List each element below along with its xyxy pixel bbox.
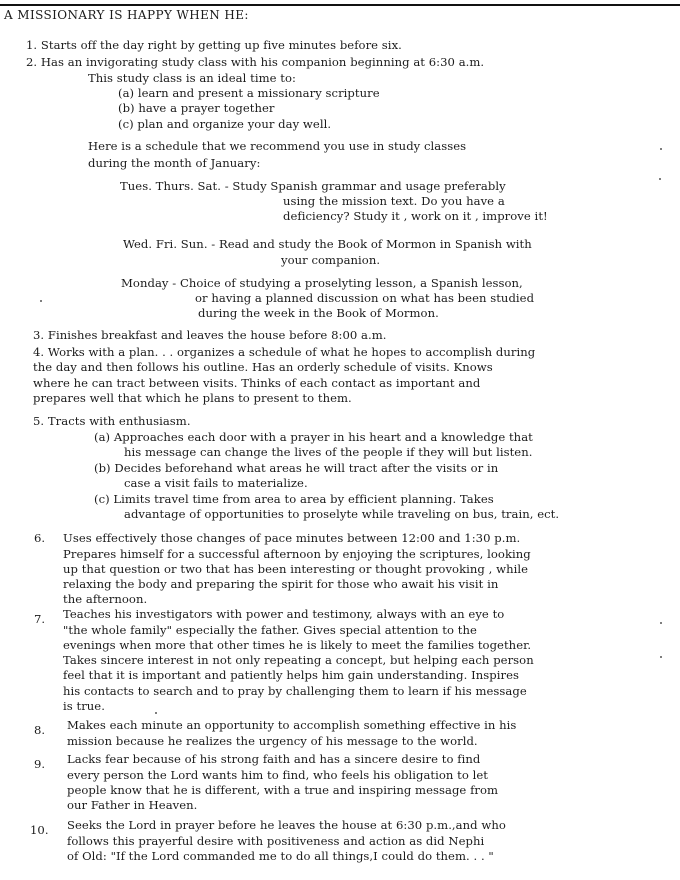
scan-speck bbox=[659, 178, 661, 180]
text-line: the day and then follows his outline. Has an orderly schedule of visits. Knows bbox=[33, 360, 493, 374]
text-line: up that question or two that has been interesting or thought provoking , while bbox=[63, 562, 529, 576]
item-number: 8. bbox=[34, 723, 46, 737]
text-line: is true. bbox=[63, 699, 105, 713]
sub-item-c: (c) Limits travel time from area to area by efficient planning. Takes bbox=[94, 492, 494, 506]
schedule-line: your companion. bbox=[281, 253, 381, 267]
document-title: A MISSIONARY IS HAPPY WHEN HE: bbox=[4, 8, 249, 22]
schedule-line: Wed. Fri. Sun. - Read and study the Book of Mormon in Spanish with bbox=[123, 237, 532, 251]
item-number: 10. bbox=[30, 823, 49, 837]
text-line: "the whole family" especially the father. Gives special attention to the bbox=[63, 623, 477, 637]
sub-item-b: (b) have a prayer together bbox=[118, 101, 275, 115]
item-7: Teaches his investigators with power and testimony, always with an eye to bbox=[63, 607, 505, 621]
scan-speck bbox=[660, 622, 662, 624]
text-line: his message can change the lives of the people if they will but listen. bbox=[124, 445, 533, 459]
schedule-line: Monday - Choice of studying a proselyting lesson, a Spanish lesson, bbox=[121, 276, 523, 290]
item-6: Uses effectively those changes of pace minutes between 12:00 and 1:30 p.m. bbox=[63, 531, 521, 545]
item-10: Seeks the Lord in prayer before he leaves the house at 6:30 p.m.,and who bbox=[67, 818, 506, 832]
text-line: Here is a schedule that we recommend you use in study classes bbox=[88, 139, 467, 153]
item-2: 2. Has an invigorating study class with his companion beginning at 6:30 a.m. bbox=[26, 55, 485, 69]
schedule-line: or having a planned discussion on what has been studied bbox=[195, 291, 535, 305]
text-line: mission because he realizes the urgency of his message to the world. bbox=[67, 734, 478, 748]
text-line: people know that he is different, with a true and inspiring message from bbox=[67, 783, 499, 797]
item-8: Makes each minute an opportunity to accomplish something effective in his bbox=[67, 718, 517, 732]
text-line: This study class is an ideal time to: bbox=[88, 71, 296, 85]
schedule-line: using the mission text. Do you have a bbox=[283, 194, 505, 208]
sub-item-b: (b) Decides beforehand what areas he will tract after the visits or in bbox=[94, 461, 499, 475]
text-line: relaxing the body and preparing the spirit for those who await his visit in bbox=[63, 577, 499, 591]
text-line: of Old: "If the Lord commanded me to do all things,I could do them. . . " bbox=[67, 849, 494, 863]
schedule-line: Tues. Thurs. Sat. - Study Spanish grammar and usage preferably bbox=[120, 179, 506, 193]
text-line: the afternoon. bbox=[63, 592, 148, 606]
sub-item-c: (c) plan and organize your day well. bbox=[118, 117, 332, 131]
scan-speck bbox=[155, 712, 157, 714]
scan-speck bbox=[660, 148, 662, 150]
text-line: evenings when more that other times he is likely to meet the families together. bbox=[63, 638, 532, 652]
text-line: where he can tract between visits. Thinks of each contact as important and bbox=[33, 376, 481, 390]
item-number: 9. bbox=[34, 757, 46, 771]
sub-item-a: (a) Approaches each door with a prayer in his heart and a knowledge that bbox=[94, 430, 533, 444]
text-line: our Father in Heaven. bbox=[67, 798, 198, 812]
item-number: 6. bbox=[34, 531, 46, 545]
item-number: 7. bbox=[34, 612, 46, 626]
text-line: Takes sincere interest in not only repeating a concept, but helping each person bbox=[63, 653, 534, 667]
top-rule bbox=[0, 4, 680, 6]
text-line: case a visit fails to materialize. bbox=[124, 476, 308, 490]
text-line: Prepares himself for a successful afternoon by enjoying the scriptures, looking bbox=[63, 547, 531, 561]
item-3: 3. Finishes breakfast and leaves the house before 8:00 a.m. bbox=[33, 328, 387, 342]
schedule-line: deficiency? Study it , work on it , improve it! bbox=[283, 209, 548, 223]
text-line: his contacts to search and to pray by challenging them to learn if his message bbox=[63, 684, 527, 698]
item-9: Lacks fear because of his strong faith and has a sincere desire to find bbox=[67, 752, 481, 766]
scan-speck bbox=[660, 656, 662, 658]
text-line: follows this prayerful desire with positiveness and action as did Nephi bbox=[67, 834, 485, 848]
text-line: prepares well that which he plans to present to them. bbox=[33, 391, 352, 405]
text-line: advantage of opportunities to proselyte while traveling on bus, train, ect. bbox=[124, 507, 560, 521]
scan-speck bbox=[40, 300, 42, 302]
text-line: feel that it is important and patiently helps him gain understanding. Inspires bbox=[63, 668, 519, 682]
item-1: 1. Starts off the day right by getting up five minutes before six. bbox=[26, 38, 402, 52]
sub-item-a: (a) learn and present a missionary scripture bbox=[118, 86, 380, 100]
item-5: 5. Tracts with enthusiasm. bbox=[33, 414, 191, 428]
schedule-line: during the week in the Book of Mormon. bbox=[198, 306, 439, 320]
text-line: every person the Lord wants him to find, who feels his obligation to let bbox=[67, 768, 489, 782]
text-line: during the month of January: bbox=[88, 156, 261, 170]
item-4: 4. Works with a plan. . . organizes a schedule of what he hopes to accomplish during bbox=[33, 345, 536, 359]
